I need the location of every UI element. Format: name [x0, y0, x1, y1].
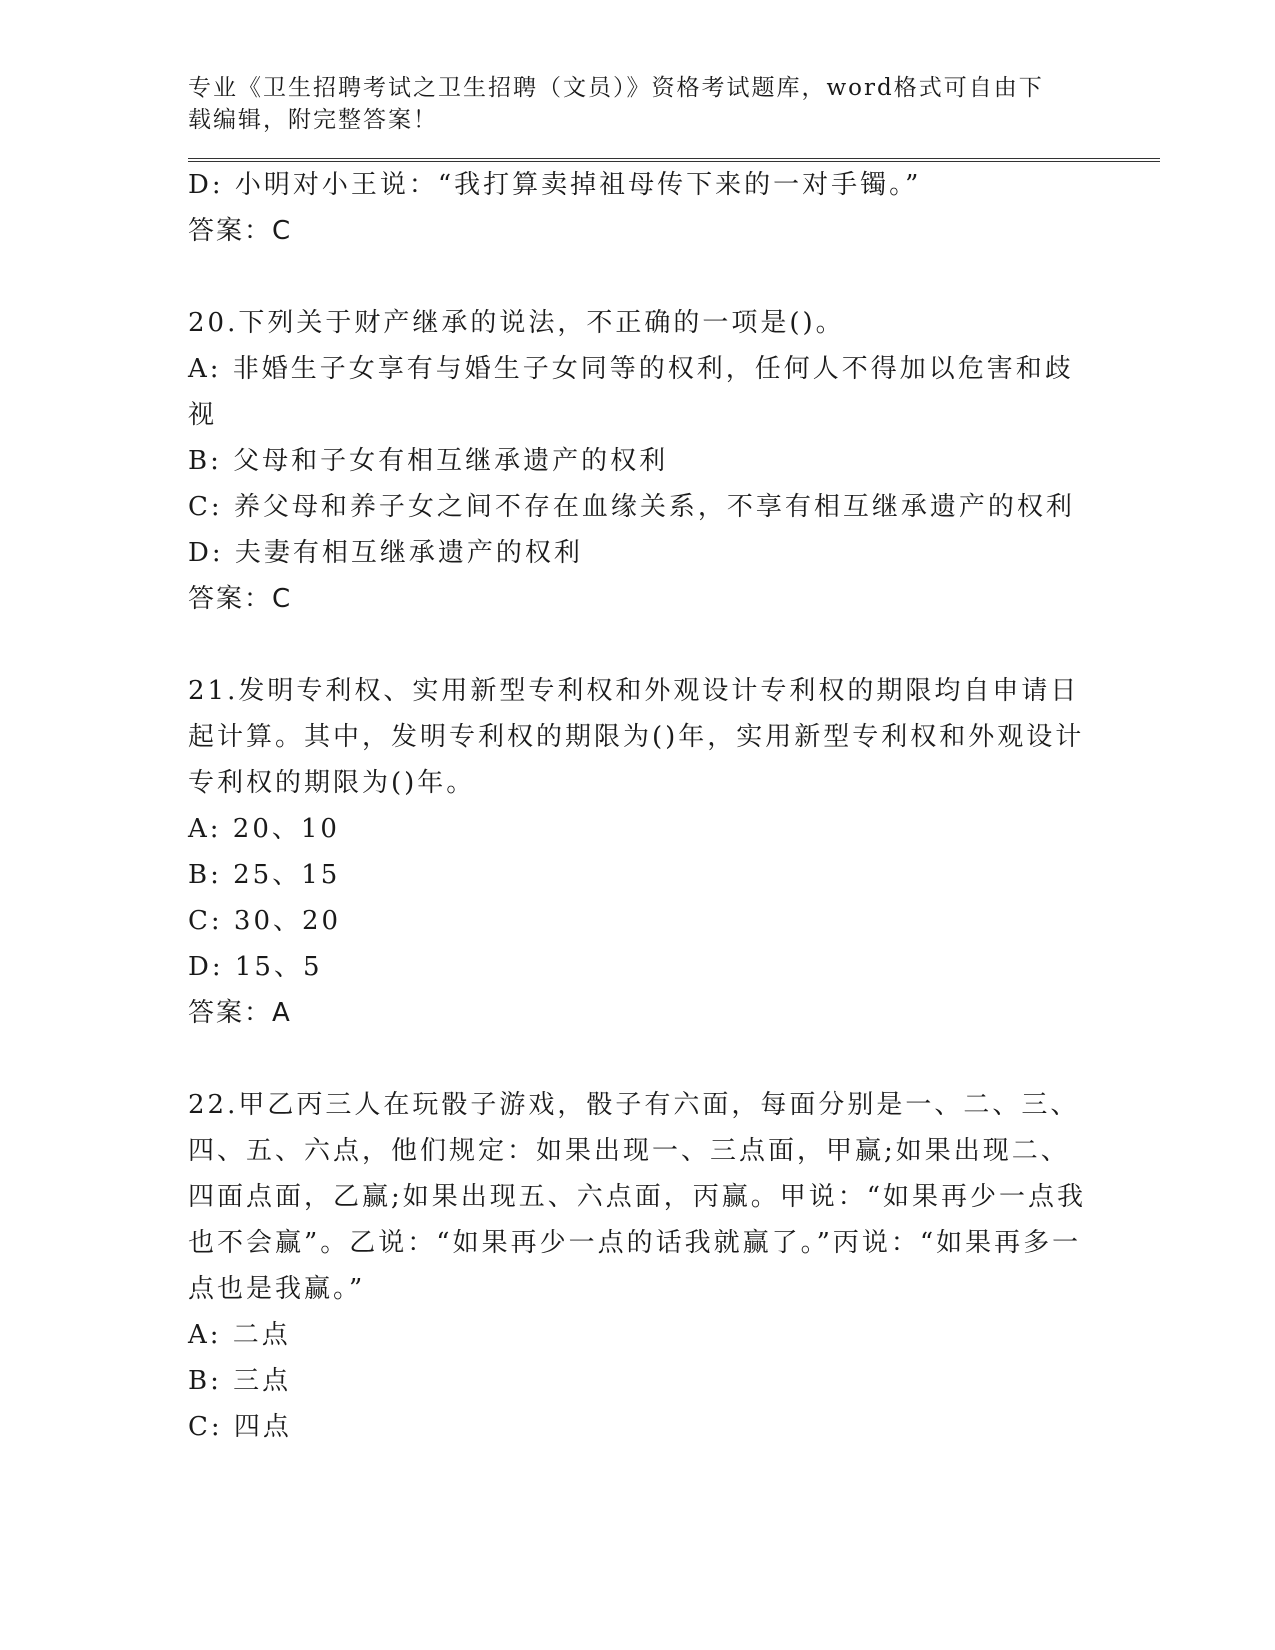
- question-content: [188, 162, 1160, 1450]
- question-option: C: 30、20: [188, 906, 342, 936]
- question-option: C: 四点: [188, 1412, 292, 1442]
- question-option: A: 20、10: [188, 814, 340, 844]
- prev-question-option-d: D: 小明对小王说：“我打算卖掉祖母传下来的一对手镯。”: [188, 170, 922, 200]
- question-option: C: 养父母和养子女之间不存在血缘关系，不享有相互继承遗产的权利: [188, 492, 1075, 522]
- question-stem: 21.发明专利权、实用新型专利权和外观设计专利权的期限均自申请日起计算。其中，发明专利权的期限为()年，实用新型专利权和外观设计专利权的期限为()年。: [188, 676, 1085, 798]
- document-header: 专业《卫生招聘考试之卫生招聘（文员）》资格考试题库，word格式可自由下载编辑，附完整答案！: [188, 75, 1044, 133]
- question-22: [188, 1082, 1160, 1450]
- question-option: B: 父母和子女有相互继承遗产的权利: [188, 446, 669, 476]
- question-option: B: 三点: [188, 1366, 292, 1396]
- question-option: D: 夫妻有相互继承遗产的权利: [188, 538, 583, 568]
- question-stem: 22.甲乙丙三人在玩骰子游戏，骰子有六面，每面分别是一、二、三、四、五、六点，他们规定：如果出现一、三点面，甲赢;如果出现二、四面点面，乙赢;如果出现五、六点面，丙赢。甲说：“如果再少一点我也不会赢”。乙说：“如果再少一点的话我就赢了。”丙说：“如果再多一点也是我赢。”: [188, 1090, 1087, 1304]
- spacer: [188, 1036, 1160, 1082]
- question-option: A: 二点: [188, 1320, 291, 1350]
- question-answer: 答案：C: [188, 584, 293, 614]
- question-stem: 20.下列关于财产继承的说法，不正确的一项是()。: [188, 308, 845, 338]
- question-21: [188, 668, 1160, 1036]
- document-page: [188, 72, 1160, 1450]
- spacer: [188, 622, 1160, 668]
- prev-question-answer: 答案：C: [188, 216, 293, 246]
- question-option: D: 15、5: [188, 952, 323, 982]
- spacer: [188, 254, 1160, 300]
- question-option: B: 25、15: [188, 860, 341, 890]
- question-option: A: 非婚生子女享有与婚生子女同等的权利，任何人不得加以危害和歧视: [188, 354, 1074, 430]
- question-answer: 答案：A: [188, 998, 292, 1028]
- question-20: [188, 300, 1160, 622]
